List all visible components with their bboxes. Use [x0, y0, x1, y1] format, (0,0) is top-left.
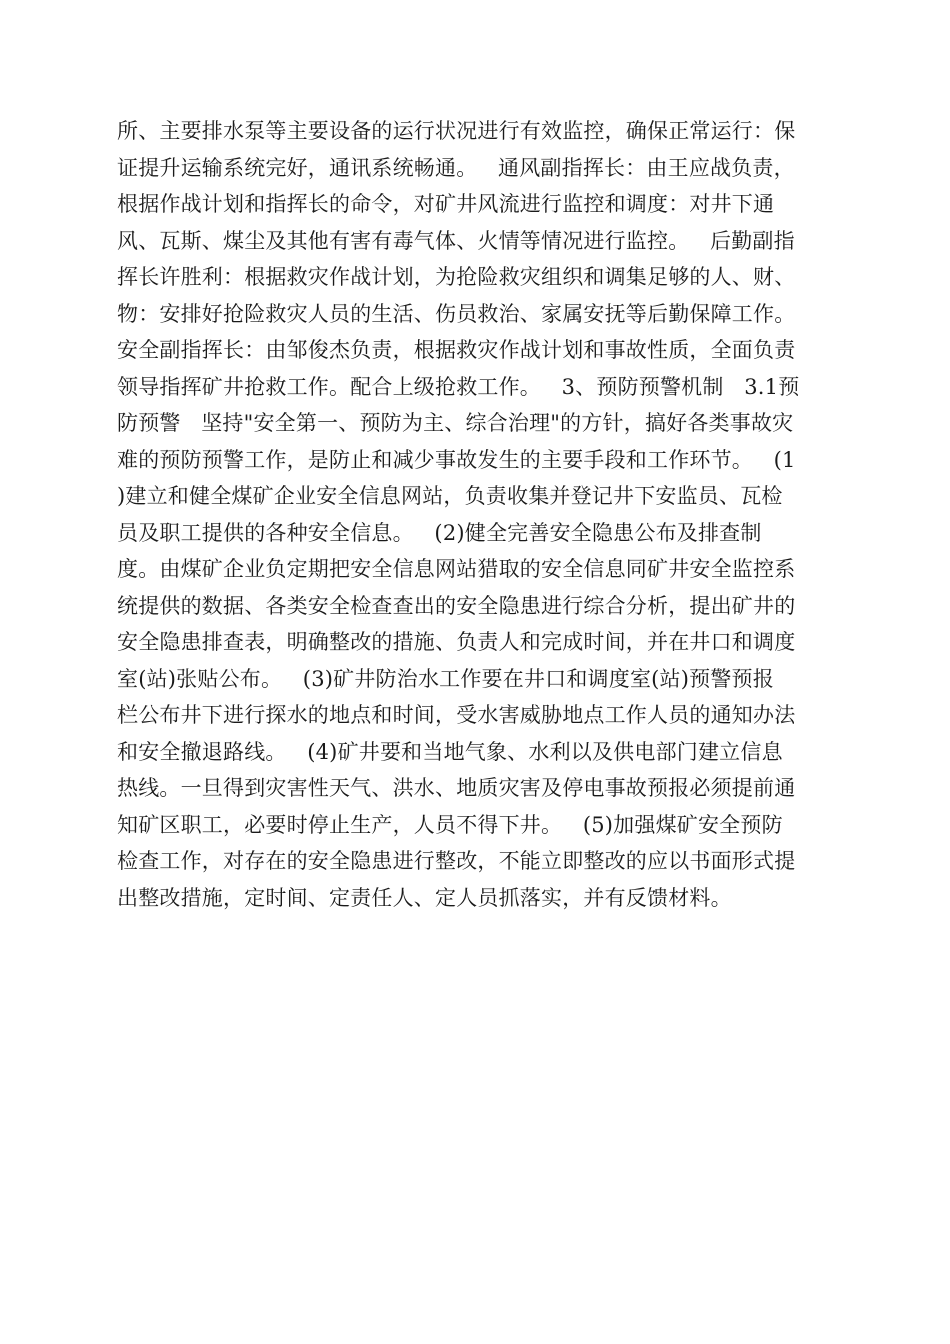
text-line: )建立和健全煤矿企业安全信息网站，负责收集并登记井下安监员、瓦检 [117, 484, 783, 508]
text-line: 热线。一旦得到灾害性天气、洪水、地质灾害及停电事故预报必须提前通 [117, 776, 796, 800]
text-line: 领导指挥矿井抢救工作。配合上级抢救工作。 3、预防预警机制 3.1预 [117, 374, 800, 399]
text-line: 安全隐患排查表，明确整改的措施、负责人和完成时间，并在井口和调度 [117, 630, 796, 654]
text-line: 栏公布井下进行探水的地点和时间，受水害威胁地点工作人员的通知办法 [117, 703, 796, 727]
text-line: 和安全撤退路线。 (4)矿井要和当地气象、水利以及供电部门建立信息 [117, 739, 783, 764]
text-line: 所、主要排水泵等主要设备的运行状况进行有效监控，确保正常运行：保 [117, 119, 796, 143]
text-line: 室(站)张贴公布。 (3)矿井防治水工作要在井口和调度室(站)预警预报 [117, 666, 774, 691]
text-line: 挥长许胜利：根据救灾作战计划，为抢险救灾组织和调集足够的人、财、 [117, 265, 796, 289]
text-line: 证提升运输系统完好，通讯系统畅通。 通风副指挥长：由王应战负责， [117, 155, 795, 180]
text-line: 员及职工提供的各种安全信息。 (2)健全完善安全隐患公布及排查制 [117, 520, 762, 545]
text-line: 根据作战计划和指挥长的命令，对矿井风流进行监控和调度：对井下通 [117, 192, 775, 216]
text-line: 安全副指挥长：由邹俊杰负责，根据救灾作战计划和事故性质，全面负责 [117, 338, 796, 362]
body-text [117, 113, 837, 916]
text-line: 出整改措施，定时间、定责任人、定人员抓落实，并有反馈材料。 [117, 885, 732, 910]
text-line: 度。由煤矿企业负定期把安全信息网站猎取的安全信息同矿井安全监控系 [117, 557, 796, 581]
text-line: 难的预防预警工作，是防止和减少事故发生的主要手段和工作环节。 (1 [117, 447, 796, 472]
text-line: 检查工作，对存在的安全隐患进行整改，不能立即整改的应以书面形式提 [117, 849, 796, 873]
text-line: 知矿区职工，必要时停止生产，人员不得下井。 (5)加强煤矿安全预防 [117, 812, 783, 837]
text-line: 统提供的数据、各类安全检查查出的安全隐患进行综合分析，提出矿井的 [117, 593, 796, 618]
text-line: 防预警 坚持"安全第一、预防为主、综合治理"的方针，搞好各类事故灾 [117, 411, 794, 435]
text-line: 物：安排好抢险救灾人员的生活、伤员救治、家属安抚等后勤保障工作。 [117, 301, 796, 326]
text-line: 风、瓦斯、煤尘及其他有害有毒气体、火情等情况进行监控。 后勤副指 [117, 228, 795, 253]
